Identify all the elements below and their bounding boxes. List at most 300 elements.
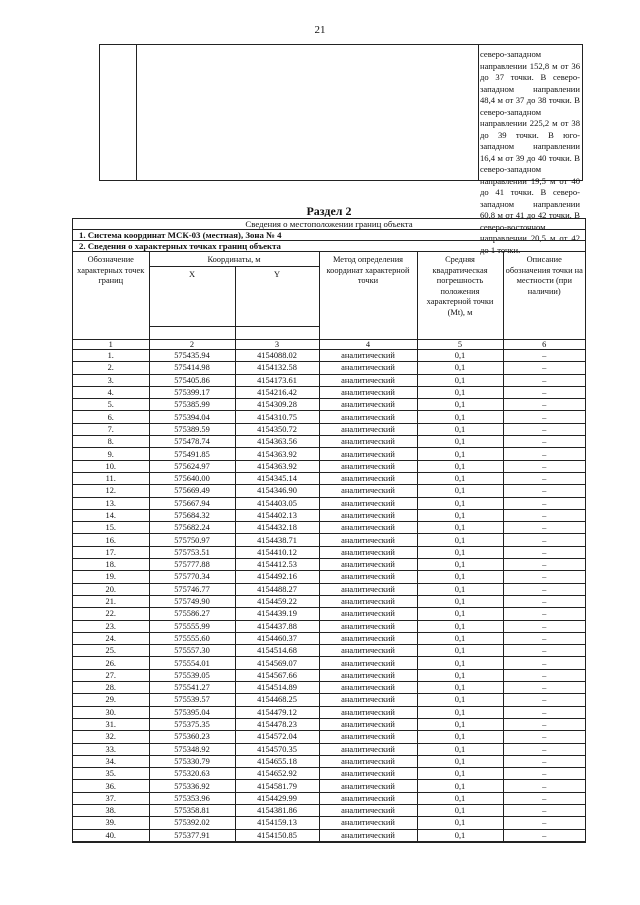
point-number-cell: 24. [73, 632, 149, 644]
table-row [73, 522, 585, 534]
table-row [73, 497, 585, 509]
x-coordinate-cell: 575478.74 [149, 436, 235, 448]
column-number: 4 [319, 340, 417, 350]
method-cell: аналитический [319, 386, 417, 398]
method-cell: аналитический [319, 657, 417, 669]
table-row [73, 386, 585, 398]
description-cell: – [503, 817, 585, 829]
y-coordinate-cell: 4154429.99 [235, 792, 319, 804]
point-number-cell: 7. [73, 423, 149, 435]
accuracy-cell: 0,1 [417, 682, 503, 694]
table-row [73, 374, 585, 386]
table-row [73, 620, 585, 632]
accuracy-cell: 0,1 [417, 595, 503, 607]
table-row [73, 411, 585, 423]
boundary-description-text: северо-западном направлении 152,8 м от 36 до 37 точки. В северо-западном направлении 48,4 м от 37 до 38 точки. В северо-западном направлении 225,2 м от 38 до 39 точки. В юго-западном направлении 16,4 м от 39 до 40 точки. В северо-западном направлении 19,5 м от 40 до 41 точки. В северо-западном направлении 60,8 м от 41 до 42 точки. В северо-восточном направлении 20,5 м от 42 до 1 точки. [480, 49, 580, 255]
accuracy-cell: 0,1 [417, 411, 503, 423]
x-coordinate-cell: 575414.98 [149, 362, 235, 374]
x-coordinate-cell: 575320.63 [149, 768, 235, 780]
y-coordinate-cell: 4154432.18 [235, 522, 319, 534]
y-coordinate-cell: 4154410.12 [235, 546, 319, 558]
method-cell: аналитический [319, 755, 417, 767]
table-row [73, 768, 585, 780]
table-row [73, 509, 585, 521]
y-coordinate-cell: 4154468.25 [235, 694, 319, 706]
method-cell: аналитический [319, 792, 417, 804]
table-row [73, 804, 585, 816]
method-cell: аналитический [319, 559, 417, 571]
y-coordinate-cell: 4154479.12 [235, 706, 319, 718]
x-coordinate-cell: 575669.49 [149, 485, 235, 497]
point-number-cell: 36. [73, 780, 149, 792]
table-row [73, 485, 585, 497]
x-coordinate-cell: 575435.94 [149, 350, 235, 362]
y-coordinate-cell: 4154655.18 [235, 755, 319, 767]
description-cell: – [503, 694, 585, 706]
col-x-header-pad [149, 327, 235, 340]
point-number-cell: 22. [73, 608, 149, 620]
column-number: 5 [417, 340, 503, 350]
y-coordinate-cell: 4154088.02 [235, 350, 319, 362]
accuracy-cell: 0,1 [417, 694, 503, 706]
y-coordinate-cell: 4154403.05 [235, 497, 319, 509]
accuracy-cell: 0,1 [417, 448, 503, 460]
y-coordinate-cell: 4154437.88 [235, 620, 319, 632]
column-number: 3 [235, 340, 319, 350]
point-number-cell: 28. [73, 682, 149, 694]
accuracy-cell: 0,1 [417, 436, 503, 448]
table-row [73, 669, 585, 681]
point-number-cell: 19. [73, 571, 149, 583]
y-coordinate-cell: 4154478.23 [235, 718, 319, 730]
table-row [73, 755, 585, 767]
point-number-cell: 15. [73, 522, 149, 534]
description-cell: – [503, 423, 585, 435]
col-description-header: Описание обозначения точки на местности (при наличии) [503, 252, 585, 340]
accuracy-cell: 0,1 [417, 632, 503, 644]
y-coordinate-cell: 4154652.92 [235, 768, 319, 780]
accuracy-cell: 0,1 [417, 755, 503, 767]
method-cell: аналитический [319, 706, 417, 718]
description-cell: – [503, 350, 585, 362]
point-number-cell: 11. [73, 472, 149, 484]
y-coordinate-cell: 4154439.19 [235, 608, 319, 620]
description-cell: – [503, 522, 585, 534]
x-coordinate-cell: 575586.27 [149, 608, 235, 620]
point-number-cell: 33. [73, 743, 149, 755]
accuracy-cell: 0,1 [417, 374, 503, 386]
accuracy-cell: 0,1 [417, 386, 503, 398]
x-coordinate-cell: 575394.04 [149, 411, 235, 423]
x-coordinate-cell: 575777.88 [149, 559, 235, 571]
method-cell: аналитический [319, 669, 417, 681]
description-cell: – [503, 559, 585, 571]
x-coordinate-cell: 575640.00 [149, 472, 235, 484]
y-coordinate-cell: 4154363.92 [235, 448, 319, 460]
description-cell: – [503, 460, 585, 472]
point-number-cell: 20. [73, 583, 149, 595]
description-cell: – [503, 780, 585, 792]
point-number-cell: 18. [73, 559, 149, 571]
point-number-cell: 38. [73, 804, 149, 816]
col-designation-header: Обозначение характерных точек границ [73, 252, 149, 340]
y-coordinate-cell: 4154567.66 [235, 669, 319, 681]
column-number: 1 [73, 340, 149, 350]
point-number-cell: 8. [73, 436, 149, 448]
point-number-cell: 12. [73, 485, 149, 497]
y-coordinate-cell: 4154346.90 [235, 485, 319, 497]
y-coordinate-cell: 4154514.89 [235, 682, 319, 694]
table-row [73, 460, 585, 472]
x-coordinate-cell: 575539.57 [149, 694, 235, 706]
method-cell: аналитический [319, 768, 417, 780]
y-coordinate-cell: 4154150.85 [235, 829, 319, 841]
x-coordinate-cell: 575392.02 [149, 817, 235, 829]
accuracy-cell: 0,1 [417, 472, 503, 484]
x-coordinate-cell: 575399.17 [149, 386, 235, 398]
point-number-cell: 14. [73, 509, 149, 521]
x-coordinate-cell: 575353.96 [149, 792, 235, 804]
y-coordinate-cell: 4154492.16 [235, 571, 319, 583]
point-number-cell: 16. [73, 534, 149, 546]
table-row [73, 559, 585, 571]
table-row [73, 583, 585, 595]
table-row [73, 423, 585, 435]
x-coordinate-cell: 575749.90 [149, 595, 235, 607]
method-cell: аналитический [319, 350, 417, 362]
y-coordinate-cell: 4154459.22 [235, 595, 319, 607]
info-header: Сведения о местоположении границ объекта [73, 219, 585, 230]
method-cell: аналитический [319, 522, 417, 534]
x-coordinate-cell: 575555.99 [149, 620, 235, 632]
table-row [73, 546, 585, 558]
method-cell: аналитический [319, 374, 417, 386]
point-number-cell: 32. [73, 731, 149, 743]
coord-system-header: 1. Система координат МСК-03 (местная), Зона № 4 [73, 230, 585, 241]
point-number-cell: 13. [73, 497, 149, 509]
table-row [73, 792, 585, 804]
accuracy-cell: 0,1 [417, 522, 503, 534]
table-row [73, 595, 585, 607]
accuracy-cell: 0,1 [417, 718, 503, 730]
description-cell: – [503, 362, 585, 374]
accuracy-cell: 0,1 [417, 829, 503, 841]
table-row [73, 571, 585, 583]
method-cell: аналитический [319, 731, 417, 743]
y-coordinate-cell: 4154216.42 [235, 386, 319, 398]
y-coordinate-cell: 4154581.79 [235, 780, 319, 792]
col-method-header: Метод определения координат характерной точки [319, 252, 417, 340]
method-cell: аналитический [319, 571, 417, 583]
method-cell: аналитический [319, 472, 417, 484]
accuracy-cell: 0,1 [417, 497, 503, 509]
y-coordinate-cell: 4154570.35 [235, 743, 319, 755]
points-table [73, 252, 585, 842]
point-number-cell: 25. [73, 645, 149, 657]
point-number-cell: 21. [73, 595, 149, 607]
description-cell: – [503, 718, 585, 730]
method-cell: аналитический [319, 546, 417, 558]
description-cell: – [503, 768, 585, 780]
method-cell: аналитический [319, 399, 417, 411]
method-cell: аналитический [319, 583, 417, 595]
table-row [73, 632, 585, 644]
column-numbers-row [73, 340, 585, 350]
method-cell: аналитический [319, 497, 417, 509]
description-cell: – [503, 743, 585, 755]
point-number-cell: 35. [73, 768, 149, 780]
table-row [73, 817, 585, 829]
y-coordinate-cell: 4154132.58 [235, 362, 319, 374]
accuracy-cell: 0,1 [417, 792, 503, 804]
table-row [73, 448, 585, 460]
point-number-cell: 23. [73, 620, 149, 632]
table-row [73, 731, 585, 743]
method-cell: аналитический [319, 460, 417, 472]
description-cell: – [503, 792, 585, 804]
point-number-cell: 6. [73, 411, 149, 423]
point-number-cell: 3. [73, 374, 149, 386]
point-number-cell: 29. [73, 694, 149, 706]
x-coordinate-cell: 575554.01 [149, 657, 235, 669]
method-cell: аналитический [319, 829, 417, 841]
x-coordinate-cell: 575624.97 [149, 460, 235, 472]
column-number: 2 [149, 340, 235, 350]
point-number-cell: 40. [73, 829, 149, 841]
table-row [73, 362, 585, 374]
method-cell: аналитический [319, 620, 417, 632]
table-row [73, 657, 585, 669]
method-cell: аналитический [319, 743, 417, 755]
method-cell: аналитический [319, 411, 417, 423]
point-number-cell: 27. [73, 669, 149, 681]
method-cell: аналитический [319, 632, 417, 644]
point-number-cell: 39. [73, 817, 149, 829]
page-number: 21 [314, 24, 326, 36]
method-cell: аналитический [319, 694, 417, 706]
method-cell: аналитический [319, 608, 417, 620]
description-cell: – [503, 386, 585, 398]
table-row [73, 608, 585, 620]
description-cell: – [503, 436, 585, 448]
section-title: Раздел 2 [306, 204, 352, 218]
description-cell: – [503, 755, 585, 767]
table-row [73, 682, 585, 694]
y-coordinate-cell: 4154460.37 [235, 632, 319, 644]
x-coordinate-cell: 575750.97 [149, 534, 235, 546]
point-number-cell: 34. [73, 755, 149, 767]
method-cell: аналитический [319, 595, 417, 607]
x-coordinate-cell: 575684.32 [149, 509, 235, 521]
table-row [73, 350, 585, 362]
description-cell: – [503, 571, 585, 583]
description-cell: – [503, 497, 585, 509]
point-number-cell: 1. [73, 350, 149, 362]
description-cell: – [503, 804, 585, 816]
col-y-header: Y [235, 267, 319, 327]
accuracy-cell: 0,1 [417, 657, 503, 669]
description-cell: – [503, 448, 585, 460]
method-cell: аналитический [319, 534, 417, 546]
x-coordinate-cell: 575555.60 [149, 632, 235, 644]
description-cell: – [503, 669, 585, 681]
point-number-cell: 31. [73, 718, 149, 730]
point-number-cell: 30. [73, 706, 149, 718]
accuracy-cell: 0,1 [417, 350, 503, 362]
description-cell: – [503, 731, 585, 743]
accuracy-cell: 0,1 [417, 423, 503, 435]
table-row [73, 829, 585, 841]
y-coordinate-cell: 4154309.28 [235, 399, 319, 411]
x-coordinate-cell: 575336.92 [149, 780, 235, 792]
y-coordinate-cell: 4154412.53 [235, 559, 319, 571]
accuracy-cell: 0,1 [417, 583, 503, 595]
accuracy-cell: 0,1 [417, 743, 503, 755]
description-cell: – [503, 583, 585, 595]
x-coordinate-cell: 575557.30 [149, 645, 235, 657]
description-cell: – [503, 829, 585, 841]
description-cell: – [503, 620, 585, 632]
method-cell: аналитический [319, 485, 417, 497]
x-coordinate-cell: 575746.77 [149, 583, 235, 595]
point-number-cell: 10. [73, 460, 149, 472]
y-coordinate-cell: 4154438.71 [235, 534, 319, 546]
x-coordinate-cell: 575539.05 [149, 669, 235, 681]
coordinates-table-block [72, 218, 586, 843]
y-coordinate-cell: 4154350.72 [235, 423, 319, 435]
description-cell: – [503, 485, 585, 497]
method-cell: аналитический [319, 780, 417, 792]
method-cell: аналитический [319, 804, 417, 816]
table-row [73, 780, 585, 792]
description-cell: – [503, 657, 585, 669]
y-coordinate-cell: 4154572.04 [235, 731, 319, 743]
x-coordinate-cell: 575377.91 [149, 829, 235, 841]
accuracy-cell: 0,1 [417, 534, 503, 546]
y-coordinate-cell: 4154514.68 [235, 645, 319, 657]
table-row [73, 472, 585, 484]
accuracy-cell: 0,1 [417, 485, 503, 497]
y-coordinate-cell: 4154402.13 [235, 509, 319, 521]
col-y-header-pad [235, 327, 319, 340]
accuracy-cell: 0,1 [417, 546, 503, 558]
method-cell: аналитический [319, 509, 417, 521]
accuracy-cell: 0,1 [417, 460, 503, 472]
accuracy-cell: 0,1 [417, 645, 503, 657]
description-cell: – [503, 682, 585, 694]
y-coordinate-cell: 4154381.86 [235, 804, 319, 816]
x-coordinate-cell: 575770.34 [149, 571, 235, 583]
col-accuracy-header: Средняя квадратическая погрешность положения характерной точки (Mt), м [417, 252, 503, 340]
x-coordinate-cell: 575682.24 [149, 522, 235, 534]
col-coordinates-header: Координаты, м [149, 252, 319, 267]
point-number-cell: 2. [73, 362, 149, 374]
y-coordinate-cell: 4154363.56 [235, 436, 319, 448]
description-cell: – [503, 472, 585, 484]
point-number-cell: 5. [73, 399, 149, 411]
y-coordinate-cell: 4154345.14 [235, 472, 319, 484]
accuracy-cell: 0,1 [417, 399, 503, 411]
accuracy-cell: 0,1 [417, 669, 503, 681]
x-coordinate-cell: 575395.04 [149, 706, 235, 718]
x-coordinate-cell: 575405.86 [149, 374, 235, 386]
description-cell: – [503, 632, 585, 644]
x-coordinate-cell: 575491.85 [149, 448, 235, 460]
x-coordinate-cell: 575375.35 [149, 718, 235, 730]
accuracy-cell: 0,1 [417, 571, 503, 583]
method-cell: аналитический [319, 817, 417, 829]
x-coordinate-cell: 575753.51 [149, 546, 235, 558]
point-number-cell: 26. [73, 657, 149, 669]
description-cell: – [503, 595, 585, 607]
table-row [73, 706, 585, 718]
accuracy-cell: 0,1 [417, 608, 503, 620]
accuracy-cell: 0,1 [417, 804, 503, 816]
description-cell: – [503, 534, 585, 546]
method-cell: аналитический [319, 436, 417, 448]
x-coordinate-cell: 575330.79 [149, 755, 235, 767]
table-row [73, 534, 585, 546]
table-row [73, 718, 585, 730]
point-number-cell: 4. [73, 386, 149, 398]
y-coordinate-cell: 4154310.75 [235, 411, 319, 423]
accuracy-cell: 0,1 [417, 559, 503, 571]
points-header: 2. Сведения о характерных точках границ объекта [73, 241, 585, 252]
method-cell: аналитический [319, 448, 417, 460]
accuracy-cell: 0,1 [417, 817, 503, 829]
x-coordinate-cell: 575358.81 [149, 804, 235, 816]
x-coordinate-cell: 575360.23 [149, 731, 235, 743]
table-row [73, 399, 585, 411]
column-number: 6 [503, 340, 585, 350]
accuracy-cell: 0,1 [417, 509, 503, 521]
description-cell: – [503, 411, 585, 423]
x-coordinate-cell: 575389.59 [149, 423, 235, 435]
col-x-header: X [149, 267, 235, 327]
table-row [73, 436, 585, 448]
table-row [73, 645, 585, 657]
method-cell: аналитический [319, 645, 417, 657]
point-number-cell: 9. [73, 448, 149, 460]
y-coordinate-cell: 4154173.61 [235, 374, 319, 386]
y-coordinate-cell: 4154363.92 [235, 460, 319, 472]
y-coordinate-cell: 4154488.27 [235, 583, 319, 595]
method-cell: аналитический [319, 362, 417, 374]
description-cell: – [503, 399, 585, 411]
accuracy-cell: 0,1 [417, 780, 503, 792]
x-coordinate-cell: 575385.99 [149, 399, 235, 411]
table-row [73, 694, 585, 706]
top-box-cell-1 [100, 45, 137, 180]
method-cell: аналитический [319, 718, 417, 730]
description-cell: – [503, 608, 585, 620]
method-cell: аналитический [319, 682, 417, 694]
y-coordinate-cell: 4154159.13 [235, 817, 319, 829]
accuracy-cell: 0,1 [417, 706, 503, 718]
accuracy-cell: 0,1 [417, 620, 503, 632]
accuracy-cell: 0,1 [417, 731, 503, 743]
x-coordinate-cell: 575667.94 [149, 497, 235, 509]
description-cell: – [503, 645, 585, 657]
description-cell: – [503, 509, 585, 521]
accuracy-cell: 0,1 [417, 768, 503, 780]
point-number-cell: 37. [73, 792, 149, 804]
x-coordinate-cell: 575348.92 [149, 743, 235, 755]
y-coordinate-cell: 4154569.07 [235, 657, 319, 669]
accuracy-cell: 0,1 [417, 362, 503, 374]
description-cell: – [503, 546, 585, 558]
table-row [73, 743, 585, 755]
